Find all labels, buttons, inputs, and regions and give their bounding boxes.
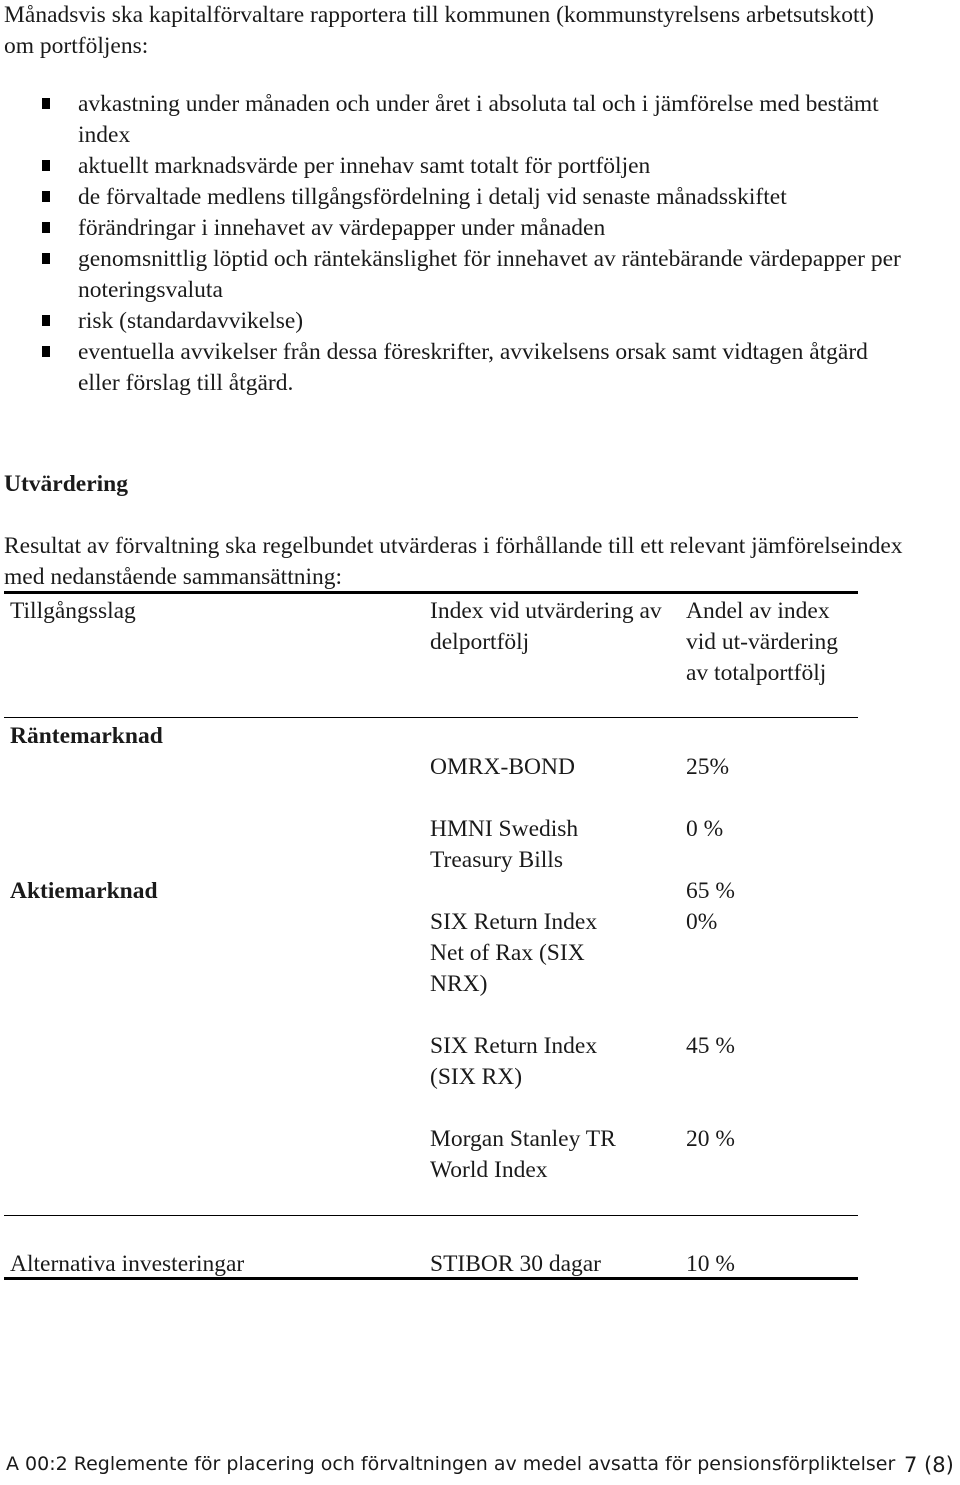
- square-bullet-icon: [42, 98, 50, 109]
- table-cell-index: HMNI Swedish Treasury Bills: [430, 816, 579, 873]
- square-bullet-icon: [42, 160, 50, 171]
- table-top-rule: [4, 591, 858, 594]
- list-item: [0, 244, 940, 306]
- table-cell-share: 0 %: [686, 816, 724, 842]
- list-item-text: avkastning under månaden och under året i absoluta tal och i jämförelse med bestämt index: [78, 91, 879, 148]
- fixed-income-label: Räntemarknad: [10, 723, 163, 749]
- list-item-text: risk (standardavvikelse): [78, 308, 304, 334]
- square-bullet-icon: [42, 315, 50, 326]
- table-header-rule: [4, 717, 858, 718]
- table-cell-index: OMRX-BOND: [430, 754, 575, 780]
- equities-total-share: 65 %: [686, 878, 735, 904]
- evaluation-paragraph: Resultat av förvaltning ska regelbundet utvärderas i förhållande till ett relevant jämförelseindex med nedanstående sammansättning:: [4, 533, 903, 590]
- table-cell-index: SIX Return Index (SIX RX): [430, 1033, 598, 1090]
- list-item-text: förändringar i innehavet av värdepapper under månaden: [78, 215, 606, 241]
- square-bullet-icon: [42, 346, 50, 357]
- list-item: [0, 213, 940, 244]
- page-number: 7 (8): [904, 1453, 954, 1477]
- table-cell-share: 10 %: [686, 1251, 735, 1277]
- table-cell-share: 20 %: [686, 1126, 735, 1152]
- list-item-text: genomsnittlig löptid och räntekänslighet för innehavet av räntebärande värdepapper per noteringsvaluta: [78, 246, 901, 303]
- table-cell-share: 45 %: [686, 1033, 735, 1059]
- list-item-text: eventuella avvikelser från dessa föreskrifter, avvikelsens orsak samt vidtagen åtgärd eller förslag till åtgärd.: [78, 339, 868, 396]
- section-heading: Utvärdering: [4, 471, 129, 497]
- alternatives-label: Alternativa investeringar: [10, 1251, 245, 1277]
- header-index: Index vid utvärdering av delportfölj: [430, 598, 662, 655]
- table-cell-share: 0%: [686, 909, 718, 935]
- table-cell-share: 25%: [686, 754, 730, 780]
- reporting-requirements-list: [0, 89, 940, 399]
- list-item: [0, 182, 940, 213]
- intro-paragraph: Månadsvis ska kapitalförvaltare rapportera till kommunen (kommunstyrelsens arbetsutskott) om portföljens:: [4, 2, 874, 59]
- list-item: [0, 337, 940, 399]
- header-share: Andel av index vid ut-värdering av totalportfölj: [686, 598, 839, 686]
- list-item: [0, 306, 940, 337]
- square-bullet-icon: [42, 191, 50, 202]
- list-item-text: aktuellt marknadsvärde per innehav samt totalt för portföljen: [78, 153, 651, 179]
- table-cell-index: Morgan Stanley TR World Index: [430, 1126, 616, 1183]
- table-cell-index: SIX Return Index Net of Rax (SIX NRX): [430, 909, 598, 997]
- list-item-text: de förvaltade medlens tillgångsfördelning i detalj vid senaste månadsskiftet: [78, 184, 787, 210]
- equities-label: Aktiemarknad: [10, 878, 158, 904]
- header-asset-class: Tillgångsslag: [10, 598, 136, 624]
- list-item: [0, 151, 940, 182]
- table-cell-index: STIBOR 30 dagar: [430, 1251, 602, 1277]
- table-section-rule: [4, 1215, 858, 1216]
- footer-text: A 00:2 Reglemente för placering och förvaltningen av medel avsatta för pensionsförpliktelser: [6, 1453, 896, 1475]
- square-bullet-icon: [42, 253, 50, 264]
- list-item: [0, 89, 940, 151]
- square-bullet-icon: [42, 222, 50, 233]
